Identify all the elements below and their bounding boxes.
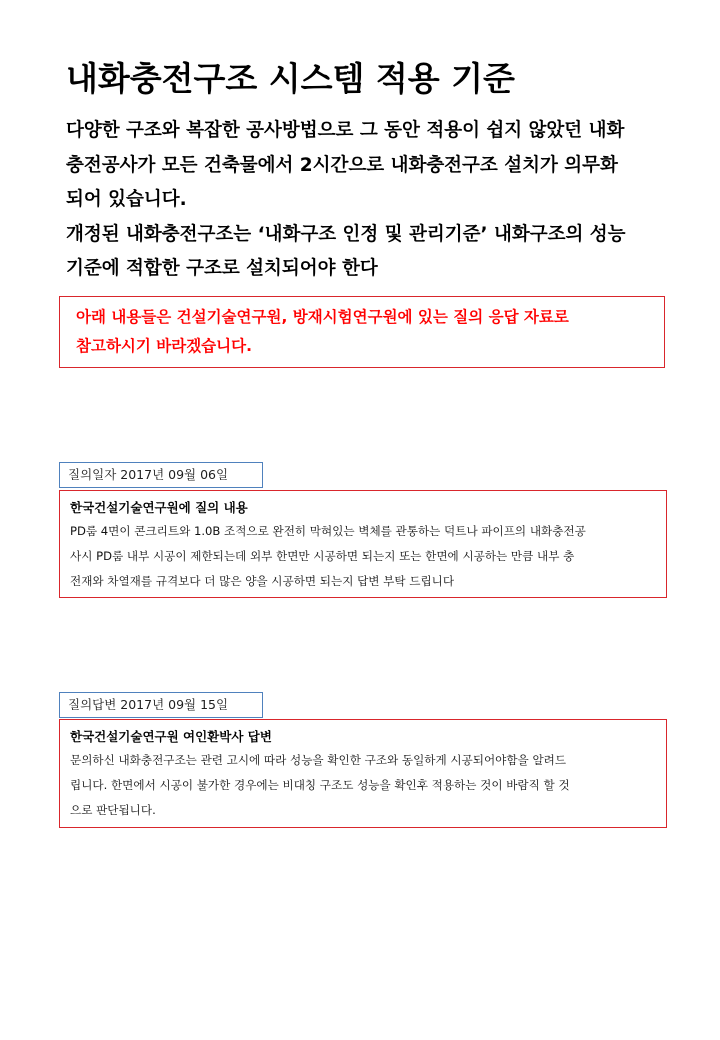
answer-line: 으로 판단됩니다. <box>70 803 156 817</box>
question-line: 전재와 차열재를 규격보다 더 많은 양을 시공하면 되는지 답변 부탁 드립니다 <box>70 574 455 588</box>
intro-paragraph <box>66 114 686 287</box>
question-heading: 한국건설기술연구원에 질의 내용 <box>70 500 248 515</box>
notice-line: 아래 내용들은 건설기술연구원, 방재시험연구원에 있는 질의 응답 자료로 <box>76 308 569 326</box>
intro-line: 되어 있습니다. <box>66 189 187 210</box>
question-line: 사시 PD룸 내부 시공이 제한되는데 외부 한면만 시공하면 되는지 또는 한면에 시공하는 만큼 내부 충 <box>70 549 575 563</box>
notice-box <box>59 296 665 368</box>
intro-line: 개정된 내화충전구조는 ‘내화구조 인정 및 관리기준’ 내화구조의 성능 <box>66 223 626 245</box>
intro-line: 기준에 적합한 구조로 설치되어야 한다 <box>66 258 378 279</box>
answer-line: 문의하신 내화충전구조는 관련 고시에 따라 성능을 확인한 구조와 동일하게 시공되어야함을 알려드 <box>70 753 567 767</box>
answer-box <box>59 719 667 828</box>
page-title: 내화충전구조 시스템 적용 기준 <box>66 59 515 98</box>
answer-date-tag: 질의답변 2017년 09월 15일 <box>59 692 263 718</box>
intro-line: 충전공사가 모든 건축물에서 2시간으로 내화충전구조 설치가 의무화 <box>66 154 618 176</box>
notice-line: 참고하시기 바라겠습니다. <box>76 337 252 355</box>
answer-heading: 한국건설기술연구원 여인환박사 답변 <box>70 729 272 744</box>
intro-line: 다양한 구조와 복잡한 공사방법으로 그 동안 적용이 쉽지 않았던 내화 <box>66 120 625 141</box>
question-box <box>59 490 667 598</box>
question-line: PD룸 4면이 콘크리트와 1.0B 조적으로 완전히 막혀있는 벽체를 관통하는 덕트나 파이프의 내화충전공 <box>70 524 586 538</box>
question-date-tag: 질의일자 2017년 09월 06일 <box>59 462 263 488</box>
answer-line: 립니다. 한면에서 시공이 불가한 경우에는 비대칭 구조도 성능을 확인후 적용하는 것이 바람직 할 것 <box>70 778 570 792</box>
